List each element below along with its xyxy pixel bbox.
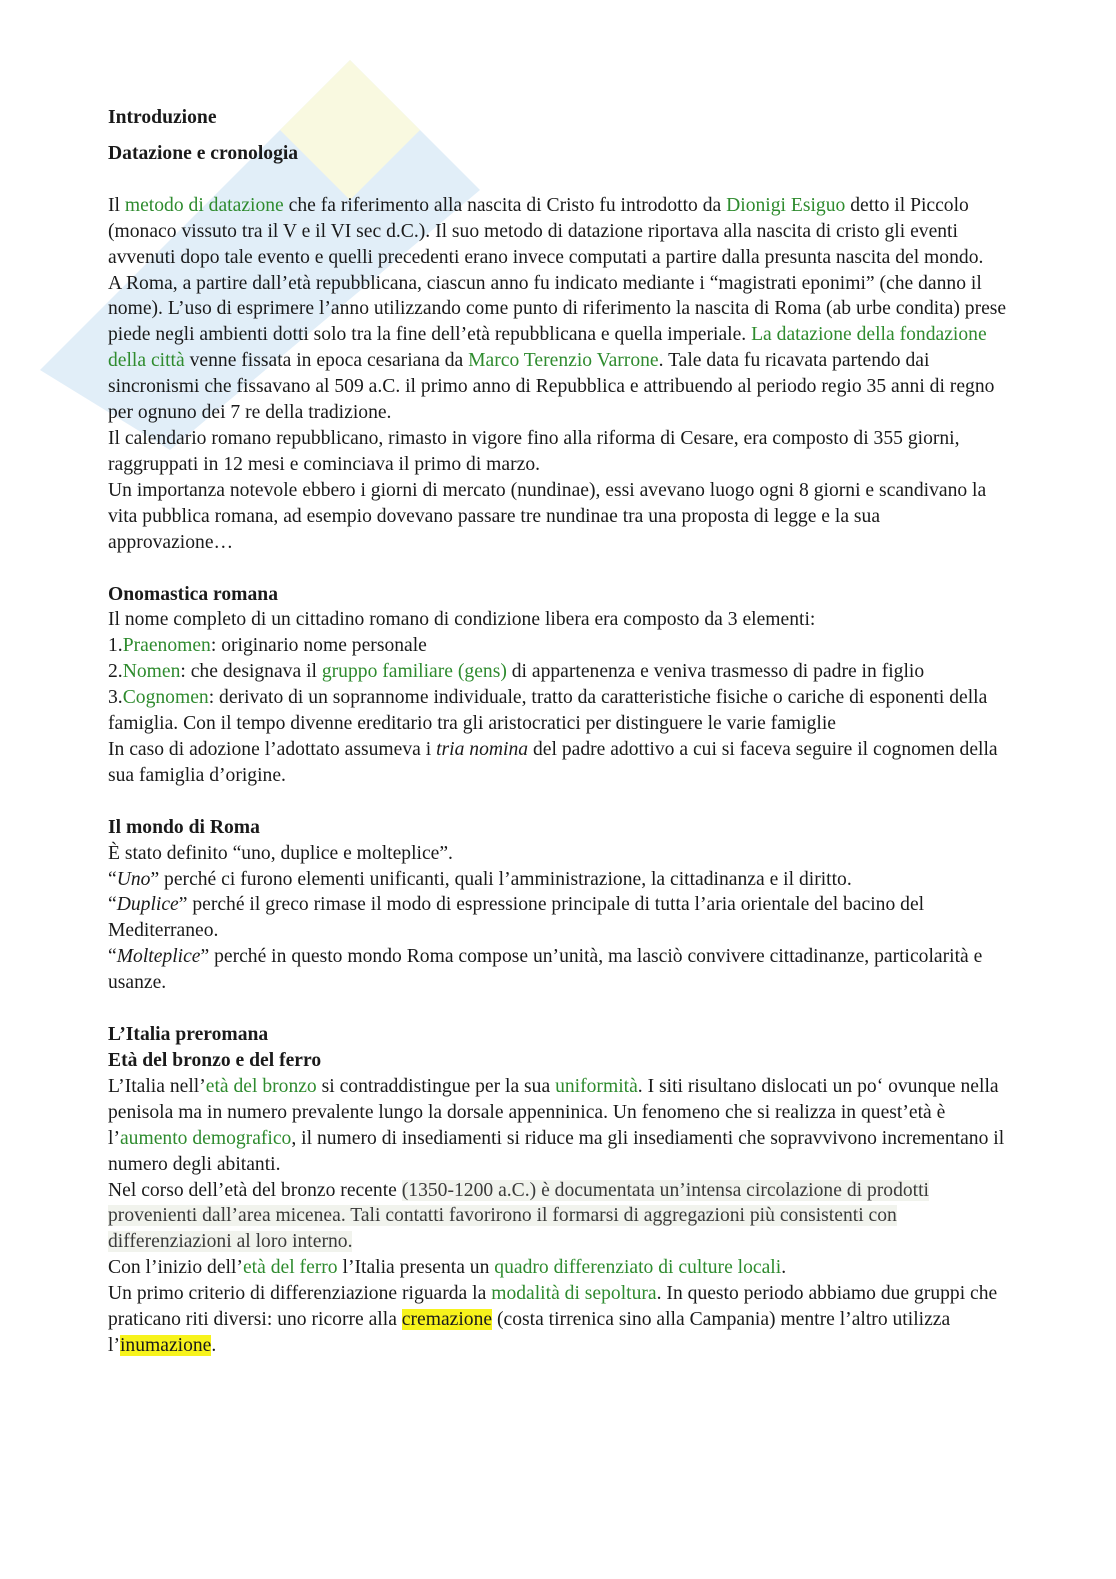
paragraph-adozione: In caso di adozione l’adottato assumeva i tria nomina del padre adottivo a cui si faceva seguire il cognomen della sua famiglia d’origine. [108,738,998,786]
italic-term: Uno [116,868,151,890]
paragraph-definizione: È stato definito “uno, duplice e molteplice”. [108,842,453,864]
paragraph-sepoltura: Un primo criterio di differenziazione riguarda la modalità di sepoltura. In questo periodo abbiamo due gruppi che praticano riti diversi: uno ricorre alla cremazione (costa tirrenica sino alla Campania) mentre l’altro utilizza l’inumazione. [108,1283,998,1356]
shaded-passage: (1350-1200 a.C.) è documentata un’intensa circolazione di prodotti provenienti dall’area micenea. Tali contatti favorirono il formarsi di aggregazioni più consistenti con differenziazioni al loro interno. [108,1179,929,1253]
italic-term: tria nomina [436,738,529,760]
highlight-term: modalità di sepoltura [491,1283,657,1305]
paragraph-uno: “Uno” perché ci furono elementi unificanti, quali l’amministrazione, la cittadinanza e il diritto. [108,868,852,890]
highlight-term: metodo di datazione [124,194,284,216]
yellow-highlight-inumazione: inumazione [119,1334,212,1356]
highlight-term: Praenomen [122,635,211,657]
paragraph-molteplice: “Molteplice” perché in questo mondo Roma compose un’unità, ma lasciò convivere cittadinanze, particolarità e usanze. [108,946,983,994]
paragraph-nundinae: Un importanza notevole ebbero i giorni di mercato (nundinae), essi avevano luogo ogni 8 giorni e scandivano la vita pubblica romana, ad esempio dovevano passare tre nundinae tra una proposta di legge e la sua approvazione… [108,479,987,553]
list-item-praenomen: 1.Praenomen: originario nome personale [108,635,427,657]
highlight-term: Nomen [122,661,181,683]
yellow-highlight-cremazione: cremazione [401,1309,493,1331]
highlight-term: Marco Terenzio Varrone [468,350,659,372]
highlight-term: età del bronzo [205,1075,317,1097]
italic-term: Molteplice [116,946,201,968]
italic-term: Duplice [116,894,179,916]
list-item-cognomen: 3.Cognomen: derivato di un soprannome individuale, tratto da caratteristiche fisiche o cariche di esponenti della famiglia. Con il tempo divenne ereditario tra gli aristocratici per distinguere le varie famiglie [108,687,988,735]
section-title-mondo-roma: Il mondo di Roma [108,816,260,838]
section-title-italia-preromana: L’Italia preromana [108,1024,269,1046]
document-page [108,105,1008,1359]
highlight-term: aumento demografico [119,1127,292,1149]
list-item-nomen: 2.Nomen: che designava il gruppo familiare (gens) di appartenenza e veniva trasmesso di padre in figlio [108,661,925,683]
paragraph-duplice: “Duplice” perché il greco rimase il modo di espressione principale di tutta l’aria orientale del bacino del Mediterraneo. [108,894,925,942]
section-title-introduzione: Introduzione [108,107,217,128]
highlight-term: Cognomen [122,687,209,709]
subsection-title-datazione: Datazione e cronologia [108,142,299,164]
paragraph-calendario: Il calendario romano repubblicano, rimasto in vigore fino alla riforma di Cesare, era composto di 355 giorni, raggruppati in 12 mesi e cominciava il primo di marzo. [108,427,960,475]
highlight-term: uniformità [555,1075,638,1097]
paragraph-roma-anni: A Roma, a partire dall’età repubblicana, ciascun anno fu indicato mediante i “magistrati eponimi” (che danno il nome). L’uso di esprimere l’anno utilizzando come punto di riferimento la nascita di Roma (ab urbe condita) prese piede negli ambienti dotti solo tra la fine dell’età repubblicana e quella imperiale. La datazione della fondazione della città venne fissata in epoca cesariana da Marco Terenzio Varrone. Tale data fu ricavata partendo dai sincronismi che fissavano al 509 a.C. il primo anno di Repubblica e attribuendo al periodo regio 35 anni di regno per ognuno dei 7 re della tradizione. [108,272,1007,424]
highlight-term: La datazione della fondazione della città [108,324,987,372]
subsection-title-bronzo-ferro: Età del bronzo e del ferro [108,1050,322,1071]
highlight-term: età del ferro [242,1257,338,1279]
paragraph-bronzo-recente: Nel corso dell’età del bronzo recente (1350-1200 a.C.) è documentata un’intensa circolazione di prodotti provenienti dall’area micenea. Tali contatti favorirono il formarsi di aggregazioni più consistenti con differenziazioni al loro interno. [108,1179,929,1253]
highlight-term: gruppo familiare (gens) [321,661,507,683]
paragraph-onomastica-intro: Il nome completo di un cittadino romano di condizione libera era composto da 3 elementi: [108,609,816,631]
section-title-onomastica: Onomastica romana [108,583,278,605]
highlight-term: Dionigi Esiguo [726,194,846,216]
paragraph-metodo-datazione: Il metodo di datazione che fa riferimento alla nascita di Cristo fu introdotto da Dionigi Esiguo detto il Piccolo (monaco vissuto tra il V e il VI sec d.C.). Il suo metodo di datazione riportava alla nascita di cristo gli eventi avvenuti dopo tale evento e quelli precedenti erano invece computati a partire dalla presunta nascita del mondo. [108,194,984,268]
paragraph-eta-bronzo: L’Italia nell’età del bronzo si contraddistingue per la sua uniformità. I siti risultano dislocati un po‘ ovunque nella penisola ma in numero prevalente lungo la dorsale appenninica. Un fenomeno che si realizza in quest’età è l’aumento demografico, il numero di insediamenti si riduce ma gli insediamenti che sopravvivono incrementano il numero degli abitanti. [108,1075,1005,1175]
highlight-term: quadro differenziato di culture locali [494,1257,782,1279]
paragraph-eta-ferro: Con l’inizio dell’età del ferro l’Italia presenta un quadro differenziato di culture locali. [108,1257,787,1279]
